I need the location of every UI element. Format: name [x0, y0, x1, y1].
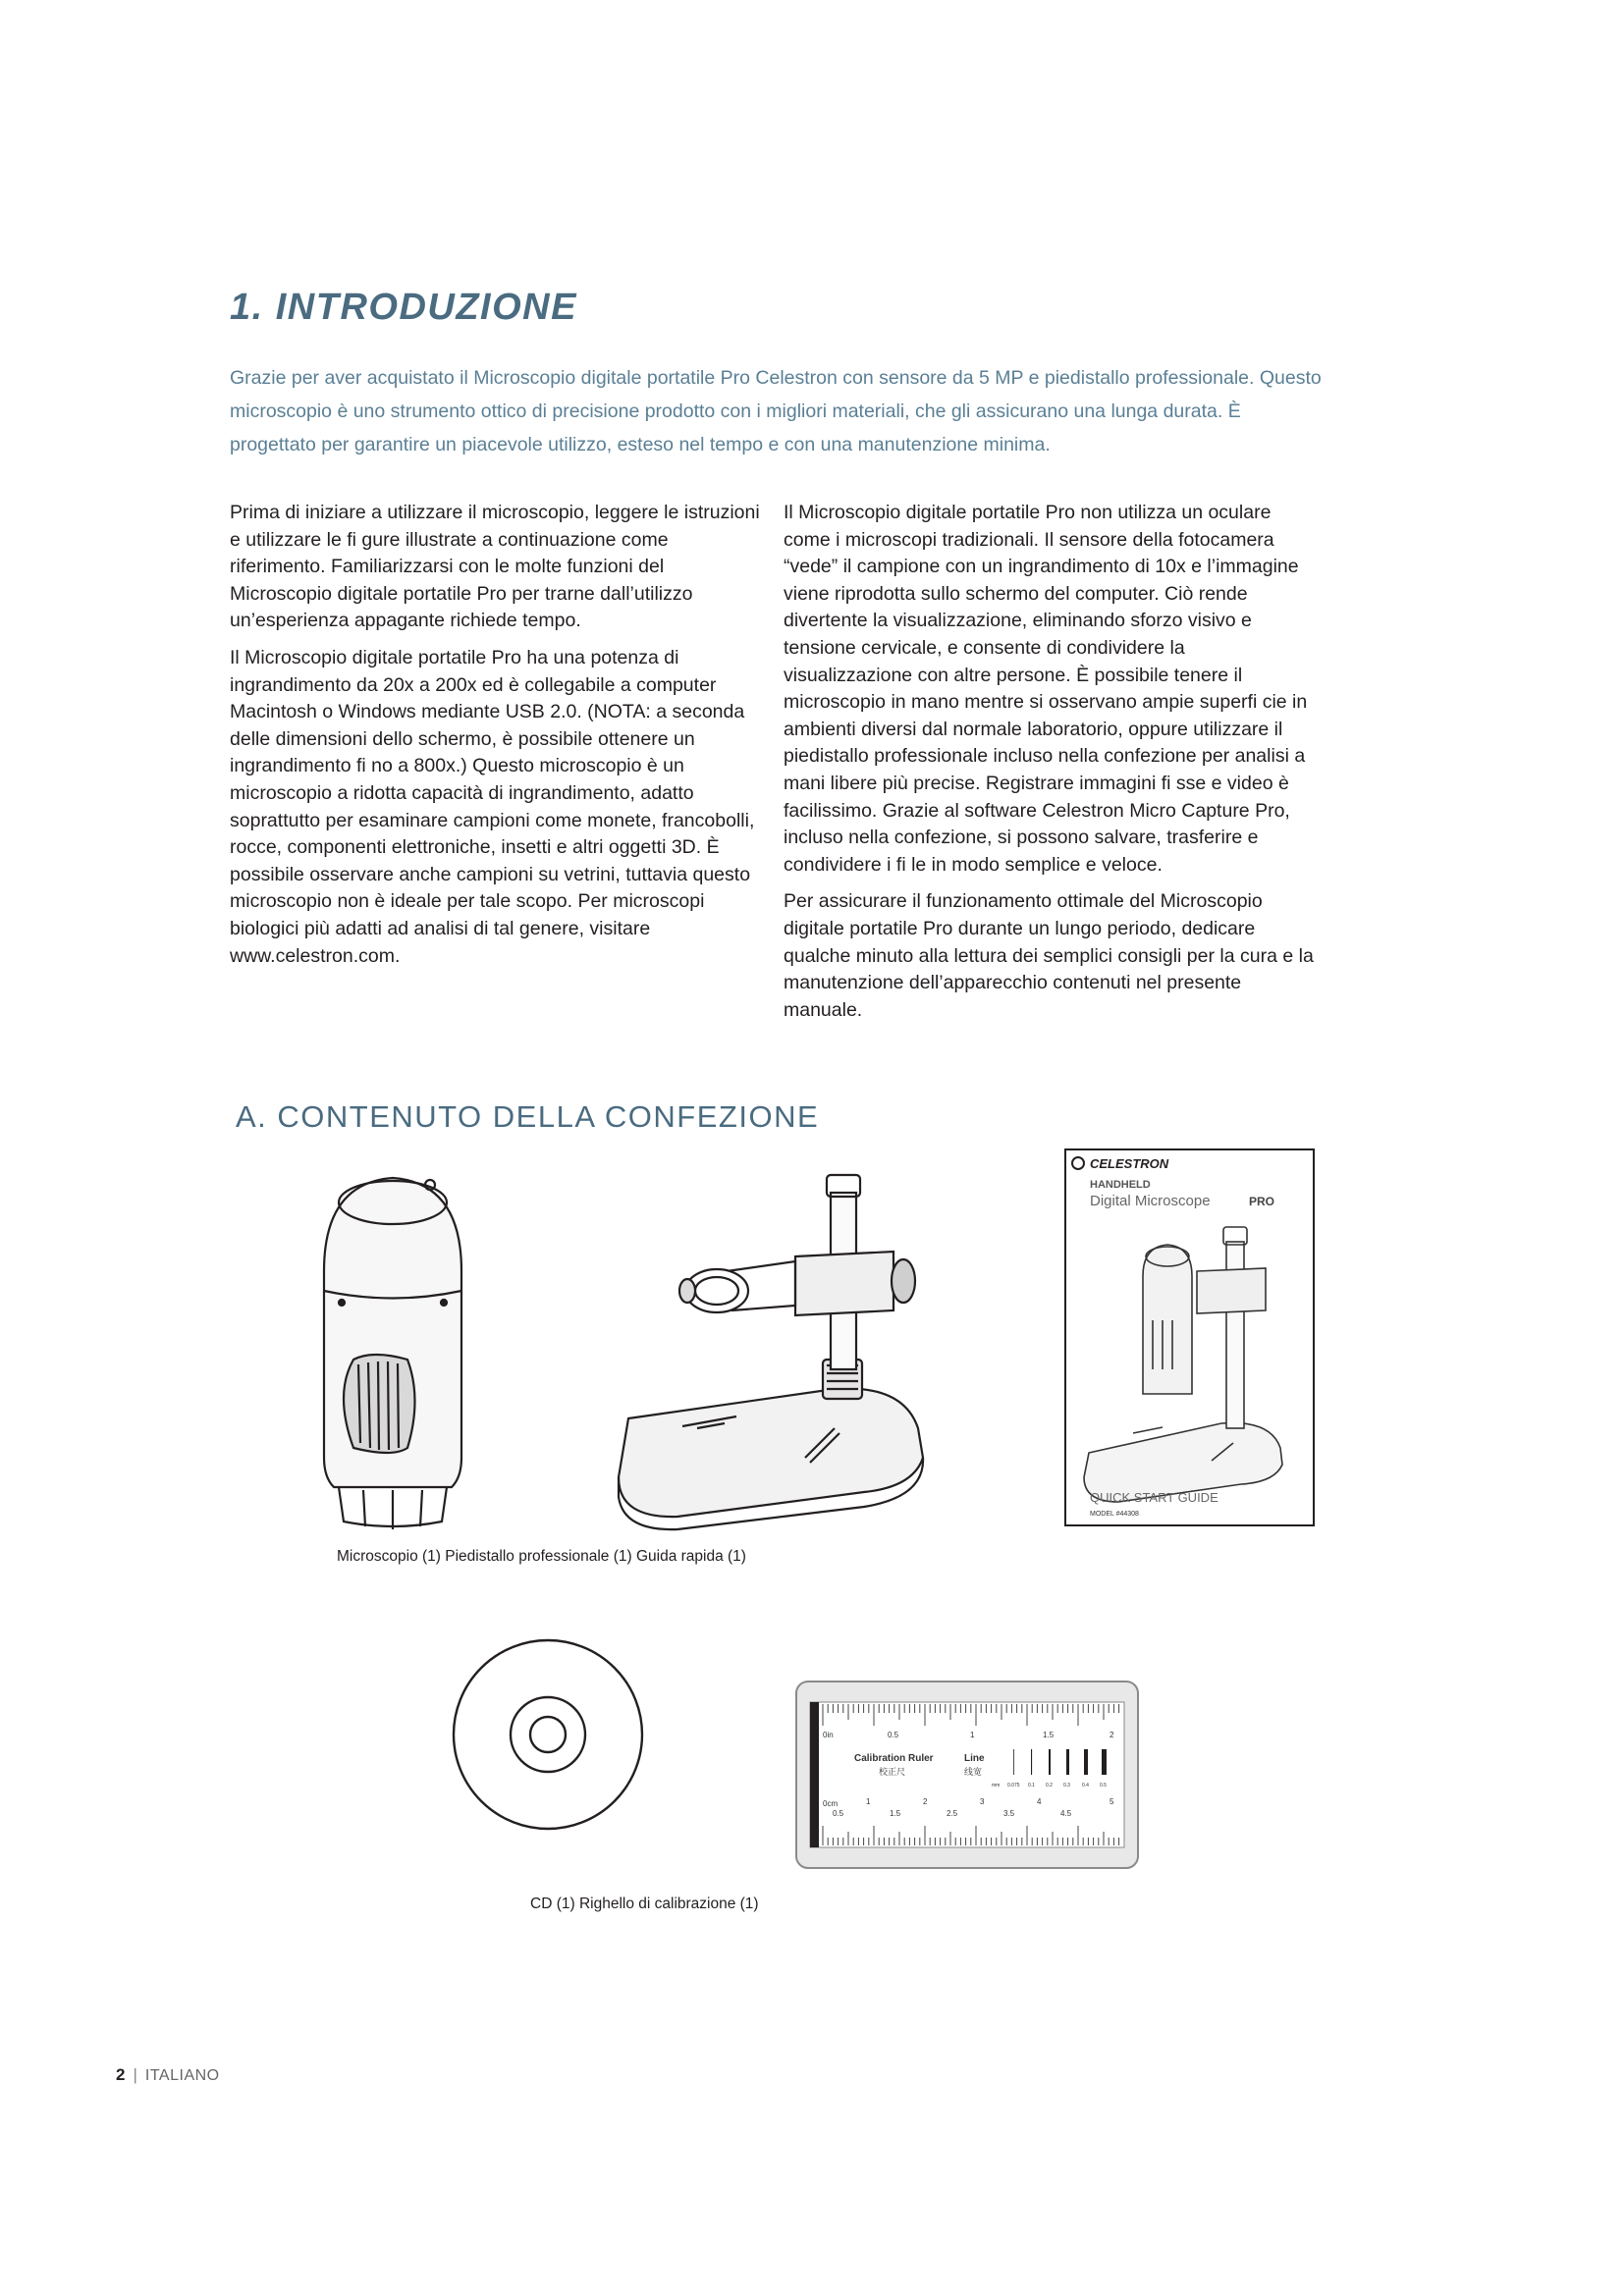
ruler-line-label-cn: 线宽	[964, 1768, 983, 1778]
ruler-inch-label: 0in	[823, 1731, 834, 1739]
left-column	[230, 500, 765, 980]
cm-tick-label: 2.5	[947, 1809, 958, 1818]
caption-2: CD (1) Righello di calibrazione (1)	[530, 1896, 759, 1912]
footer-separator: |	[133, 2065, 137, 2084]
cd-illustration	[450, 1636, 646, 1833]
guide-line-2-suffix: PRO	[1249, 1195, 1275, 1208]
ruler-title-cn: 校正尺	[879, 1768, 906, 1778]
calibration-ruler	[795, 1681, 1139, 1869]
ruler-line-label: Line	[964, 1753, 985, 1764]
left-paragraph-1: Prima di iniziare a utilizzare il microscopio, leggere le istruzioni e utilizzare le fi gure illustrate a continuazione come riferimento. Familiarizzarsi con le molte funzioni del Microscopio digitale portatile Pro per trarne dall’utilizzo un’esperienza appagante richiede tempo.	[230, 502, 760, 632]
stand-illustration	[609, 1163, 933, 1531]
guide-line-2: Digital Microscope	[1090, 1193, 1211, 1209]
intro-paragraph: Grazie per aver acquistato il Microscopio digitale portatile Pro Celestron con sensore da 5 MP e piedistallo professionale. Questo microscopio è uno strumento ottico di precisione prodotto con i migliori materiali, che gli assicurano una lunga durata. È progettato per garantire un piacevole utilizzo, esteso nel tempo e con una manutenzione minima.	[230, 367, 1322, 455]
right-paragraph-1: Il Microscopio digitale portatile Pro non utilizza un oculare come i microscopi tradizionali. Il sensore della fotocamera “vede” il campione con un ingrandimento di 10x e l’immagine viene riprodotta sullo schermo del computer. Ciò rende divertente la visualizzazione, eliminando sforzo visivo e tensione cervicale, e consente di condividere la visualizzazione con altre persone. È possibile tenere il microscopio in mano mentre si osservano ampie superfi cie in ambienti diversi dal normale laboratorio, oppure utilizzare il piedistallo professionale incluso nella confezione per analisi a mani libere più precise. Registrare immagini fi sse e video è facilissimo. Grazie al software Celestron Micro Capture Pro, incluso nella confezione, si possono salvare, trasferire e condividere i fi le in modo semplice e veloce.	[784, 502, 1308, 876]
cm-tick-label: 3.5	[1003, 1809, 1015, 1818]
left-paragraph-2: Il Microscopio digitale portatile Pro ha una potenza di ingrandimento da 20x a 200x ed è collegabile a computer Macintosh o Windows mediante USB 2.0. (NOTA: a seconda delle dimensioni dello schermo, è possibile ottenere un ingrandimento fi no a 800x.) Questo microscopio è un microscopio a ridotta capacità di ingrandimento, adatto soprattutto per esaminare campioni come monete, francobolli, rocce, componenti elettroniche, insetti e altri oggetti 3D. È possibile osservare anche campioni su vetrini, tuttavia questo microscopio non è ideale per tale scopo. Per microscopi biologici più adatti ad analisi di tal genere, visitare www.celestron.com.	[230, 646, 755, 967]
cm-tick-label: 2	[923, 1797, 928, 1806]
right-paragraph-2: Per assicurare il funzionamento ottimale del Microscopio digitale portatile Pro durante un lungo periodo, dedicare qualche minuto alla lettura dei semplici consigli per la cura e la manutenzione dell’apparecchio contenuti nel presente manuale.	[784, 890, 1314, 1021]
cm-tick-label: 1.5	[890, 1809, 901, 1818]
cm-tick-label: 5	[1110, 1797, 1114, 1806]
line-width-label: 0.1	[1028, 1783, 1035, 1789]
cm-tick-label: 3	[980, 1797, 985, 1806]
cm-tick-label: 4	[1037, 1797, 1042, 1806]
guide-brand: CELESTRON	[1090, 1156, 1169, 1171]
cm-tick-label: 0.5	[833, 1809, 844, 1818]
caption-1: Microscopio (1) Piedistallo professionale (1) Guida rapida (1)	[337, 1548, 746, 1565]
line-width-label: 0.4	[1082, 1783, 1089, 1789]
quick-start-guide-cover	[1064, 1148, 1315, 1526]
line-width-label: 0.075	[1007, 1783, 1020, 1789]
cm-tick-label: 4.5	[1060, 1809, 1072, 1818]
ruler-cm-label: 0cm	[823, 1799, 839, 1808]
line-width-label: 0.2	[1046, 1783, 1053, 1789]
ruler-mm-label: mm	[992, 1783, 1001, 1789]
line-width-label: 0.5	[1100, 1783, 1107, 1789]
inch-tick-label: 2	[1110, 1731, 1114, 1739]
inch-tick-label: 0.5	[888, 1731, 899, 1739]
cm-tick-label: 1	[866, 1797, 871, 1806]
line-width-label: 0.3	[1063, 1783, 1070, 1789]
footer-language: ITALIANO	[144, 2067, 220, 2084]
page-number: 2	[116, 2065, 126, 2084]
section-title: 1. INTRODUZIONE	[230, 287, 577, 328]
page-footer	[116, 2065, 220, 2085]
guide-footer: QUICK START GUIDE	[1090, 1490, 1218, 1505]
subsection-title: A. CONTENUTO DELLA CONFEZIONE	[236, 1099, 820, 1134]
ruler-title: Calibration Ruler	[854, 1753, 934, 1764]
right-column	[784, 500, 1319, 1034]
guide-model: MODEL #44308	[1090, 1511, 1139, 1518]
microscope-illustration	[314, 1163, 471, 1531]
inch-tick-label: 1	[970, 1731, 975, 1739]
inch-tick-label: 1.5	[1043, 1731, 1055, 1739]
guide-line-1: HANDHELD	[1090, 1179, 1151, 1191]
